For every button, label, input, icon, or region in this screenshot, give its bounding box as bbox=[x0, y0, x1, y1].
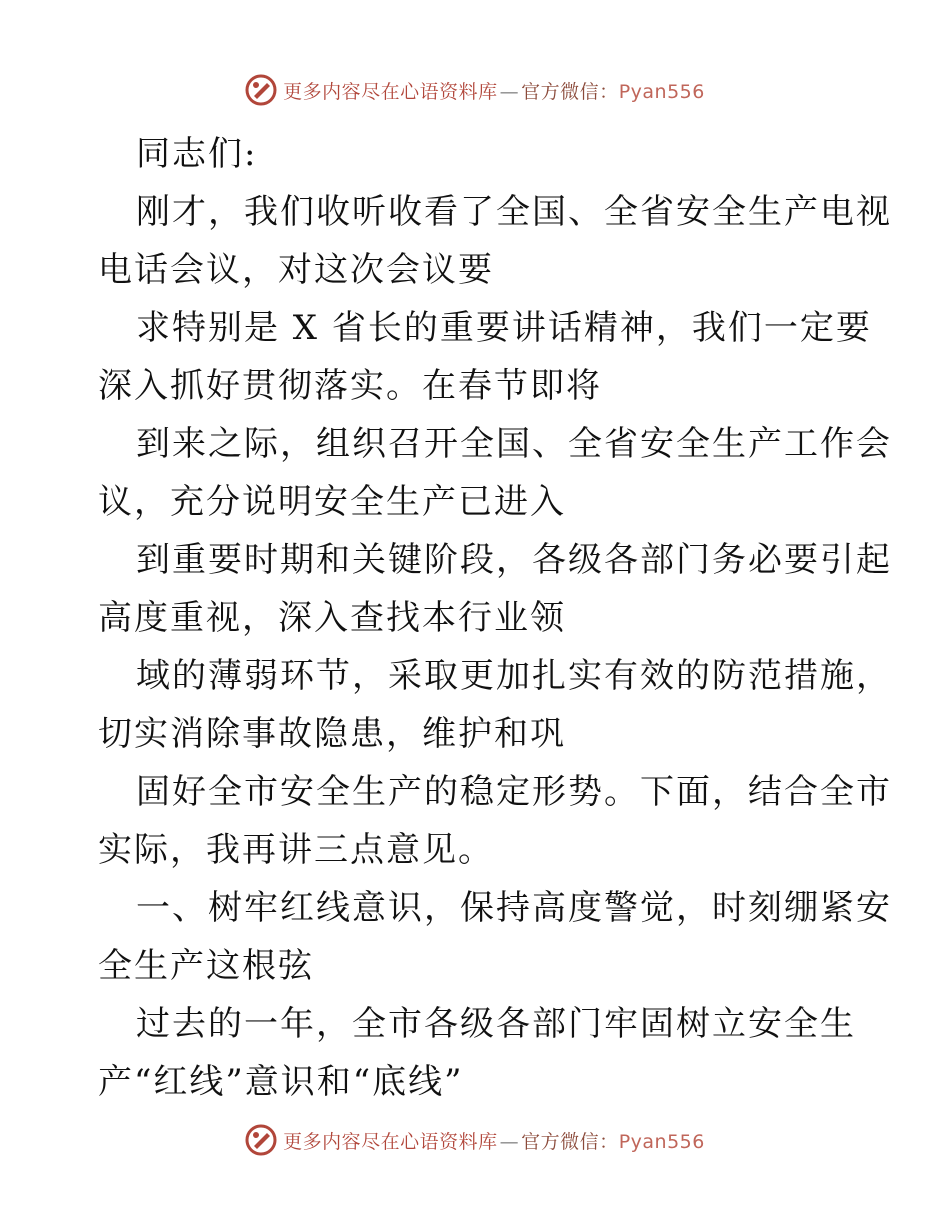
section-heading-line: 一、树牢红线意识，保持高度警觉，时刻绷紧安 bbox=[136, 888, 892, 928]
watermark-text bbox=[283, 1127, 705, 1154]
header-watermark bbox=[0, 70, 950, 110]
text-line: 求特别是 X 省长的重要讲话精神，我们一定要 bbox=[136, 308, 872, 348]
text-line: 实际，我再讲三点意见。 bbox=[98, 830, 494, 870]
watermark-dash: — bbox=[499, 1130, 520, 1153]
brand-logo-icon bbox=[245, 74, 277, 106]
watermark-label: 官方微信： bbox=[521, 1130, 619, 1153]
watermark-site-name: 更多内容尽在心语资料库 bbox=[283, 80, 498, 103]
watermark-text bbox=[283, 77, 705, 104]
text-line: 切实消除事故隐患，维护和巩 bbox=[98, 714, 566, 754]
text-line: 议，充分说明安全生产已进入 bbox=[98, 482, 566, 522]
watermark-site-name: 更多内容尽在心语资料库 bbox=[283, 1130, 498, 1153]
text-line: 深入抓好贯彻落实。在春节即将 bbox=[98, 366, 602, 406]
brand-logo-icon bbox=[245, 1124, 277, 1156]
text-line: 同志们: bbox=[136, 134, 258, 174]
text-line: 到来之际，组织召开全国、全省安全生产工作会 bbox=[136, 424, 892, 464]
text-line: 到重要时期和关键阶段，各级各部门务必要引起 bbox=[136, 540, 892, 580]
watermark-dash: — bbox=[499, 80, 520, 103]
text-line: 高度重视，深入查找本行业领 bbox=[98, 598, 566, 638]
document-body bbox=[98, 125, 892, 1111]
text-line: 域的薄弱环节，采取更加扎实有效的防范措施， bbox=[136, 656, 892, 696]
text-line: 过去的一年，全市各级各部门牢固树立安全生 bbox=[136, 1004, 856, 1044]
watermark-id: Pyan556 bbox=[618, 1130, 705, 1153]
text-line: 产“红线”意识和“底线” bbox=[98, 1062, 464, 1102]
text-line: 刚才，我们收听收看了全国、全省安全生产电视 bbox=[136, 192, 892, 232]
section-heading-line: 全生产这根弦 bbox=[98, 946, 314, 986]
watermark-id: Pyan556 bbox=[618, 80, 705, 103]
text-line: 固好全市安全生产的稳定形势。下面，结合全市 bbox=[136, 772, 892, 812]
text-line: 电话会议，对这次会议要 bbox=[98, 250, 494, 290]
watermark-label: 官方微信： bbox=[521, 80, 619, 103]
footer-watermark bbox=[0, 1120, 950, 1160]
